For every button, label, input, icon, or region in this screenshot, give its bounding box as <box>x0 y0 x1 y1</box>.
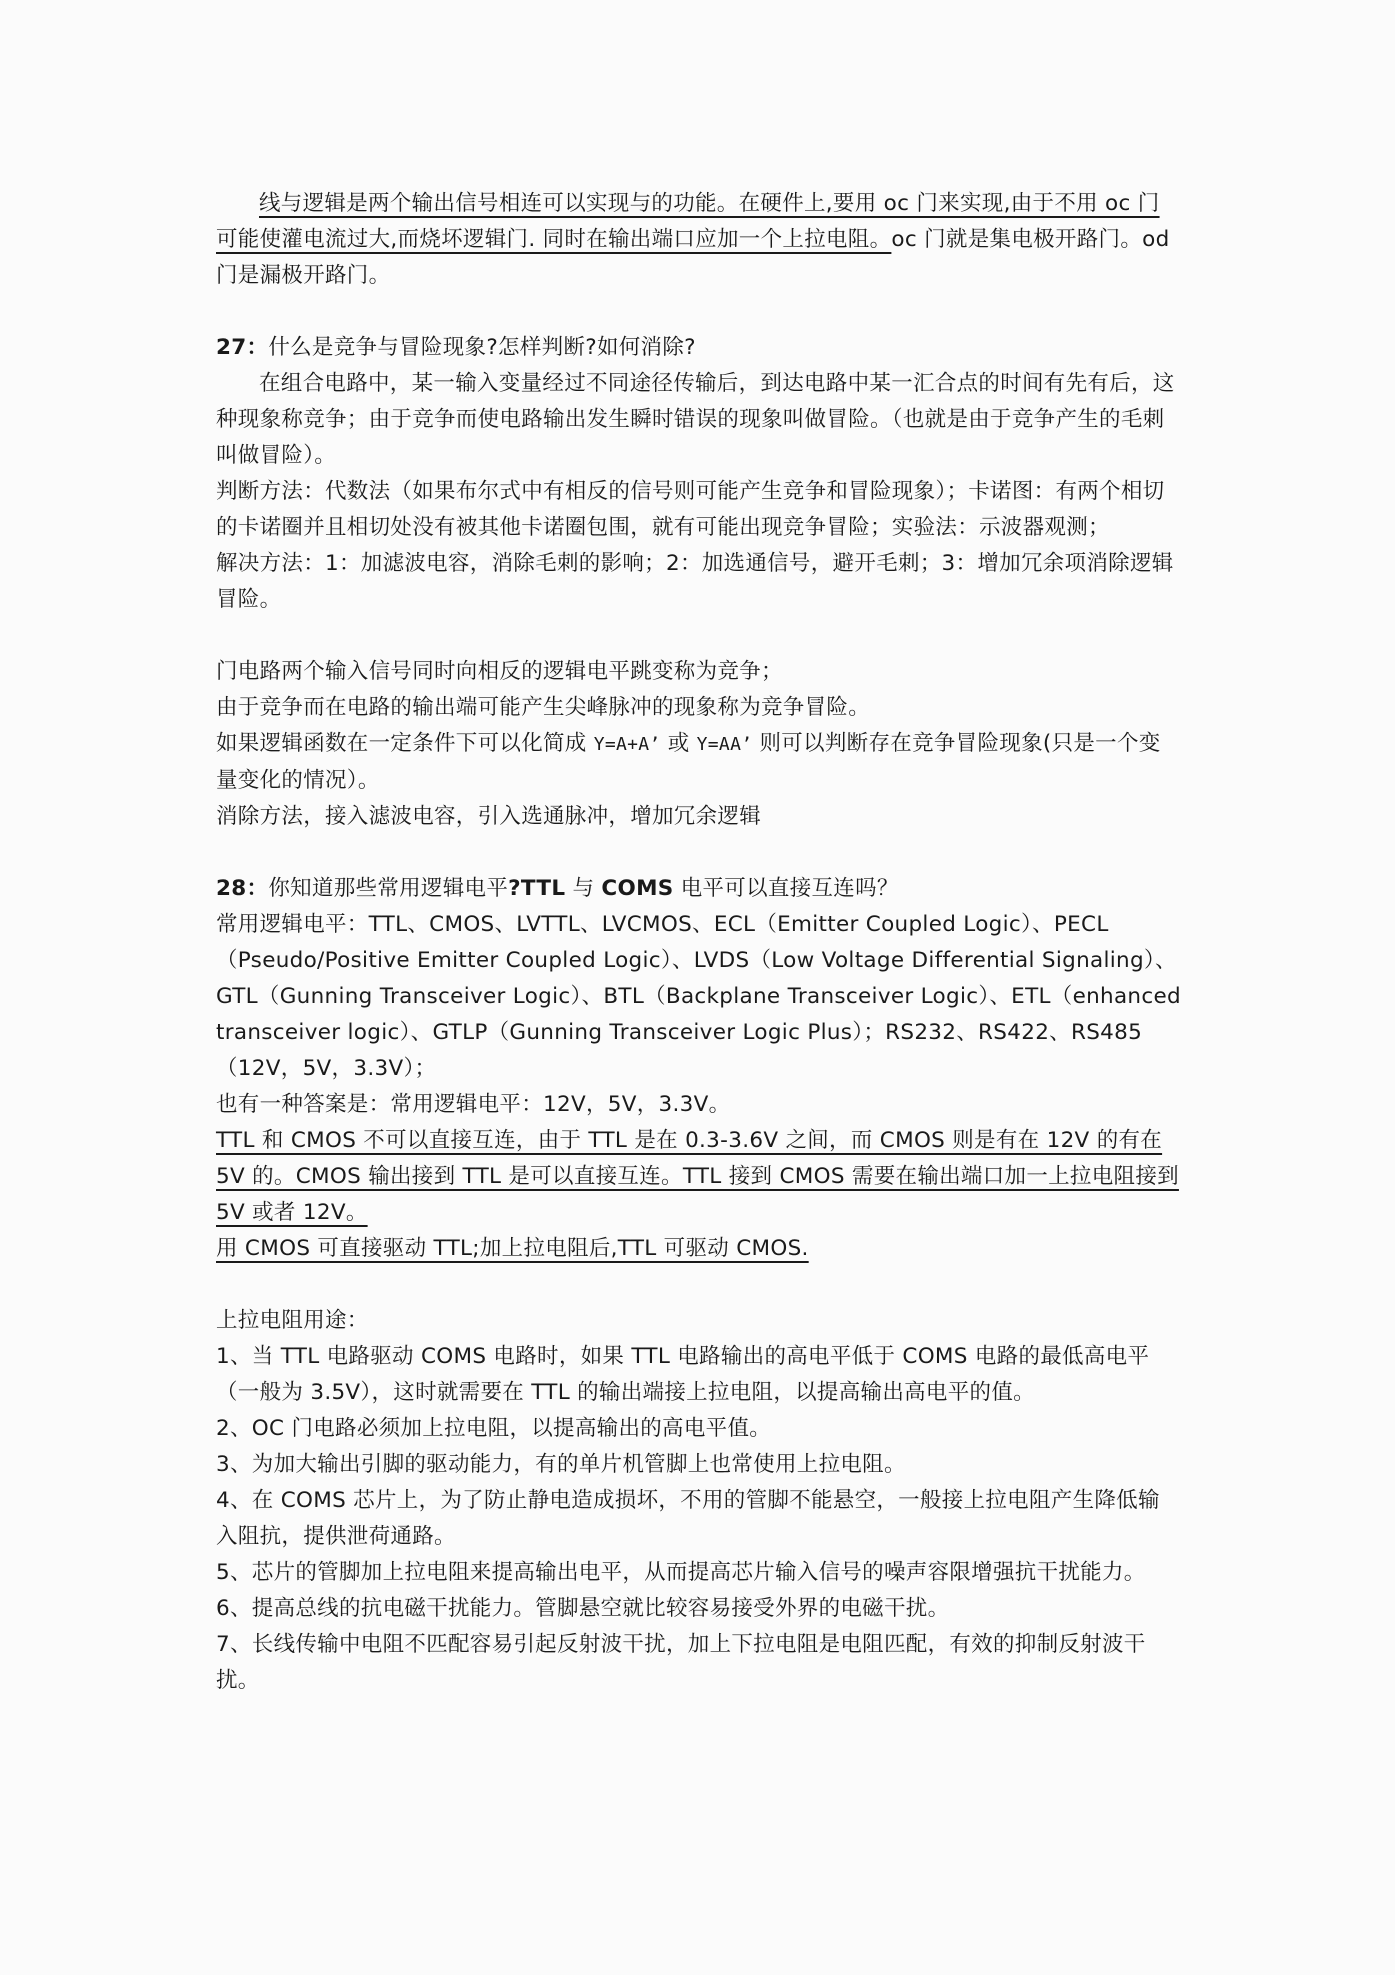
q27-p6-part-c: 则可以判断存在竞争冒险现象(只是一个变量变化的情况）。 <box>216 731 1161 793</box>
q28-title-b: ?TTL <box>508 876 566 901</box>
q27-p6-part-b: 或 <box>660 731 697 756</box>
q28-title-d: COMS <box>601 876 674 901</box>
q28-paragraph-3: TTL 和 CMOS 不可以直接互连，由于 TTL 是在 0.3-3.6V 之间，而 CMOS 则是有在 12V 的有在 5V 的。CMOS 输出接到 TTL 是可以直接互连。TTL 接到 CMOS 需要在输出端口加一上拉电阻接到 5V 或者 12V。 <box>216 1128 1179 1225</box>
pullup-item-6: 6、提高总线的抗电磁干扰能力。管脚悬空就比较容易接受外界的电磁干扰。 <box>216 1596 950 1621</box>
q27-paragraph-1: 在组合电路中，某一输入变量经过不同途径传输后，到达电路中某一汇合点的时间有先有后，这种现象称竞争；由于竞争而使电路输出发生瞬时错误的现象叫做冒险。（也就是由于竞争产生的毛刺叫做冒险）。 <box>216 371 1175 468</box>
intro-paragraph <box>216 186 1181 294</box>
q27-paragraph-2: 判断方法：代数法（如果布尔式中有相反的信号则可能产生竞争和冒险现象）；卡诺图：有两个相切的卡诺圈并且相切处没有被其他卡诺圈包围，就有可能出现竞争冒险；实验法：示波器观测； <box>216 479 1165 540</box>
q27-p6-part-a: 如果逻辑函数在一定条件下可以化简成 <box>216 731 594 756</box>
q27-p6-formula-2: Y=AA’ <box>696 734 753 755</box>
q28-p4-underlined: 用 CMOS 可直接驱动 TTL;加上拉电阻后,TTL 可驱动 CMOS. <box>216 1236 809 1261</box>
q28-paragraph-1: 常用逻辑电平：TTL、CMOS、LVTTL、LVCMOS、ECL（Emitter Coupled Logic）、PECL（Pseudo/Positive Emitter Coupled Logic）、LVDS（Low Voltage Differential Signaling）、GTL（Gunning Transceiver Logic）、BTL（Backplane Transceiver Logic）、ETL（enhanced transceiver logic）、GTLP（Gunning Transceiver Logic Plus）；RS232、RS422、RS485（12V，5V，3.3V）； <box>216 912 1181 1081</box>
q28-title-c: 与 <box>565 876 602 901</box>
q28-title-e: 电平可以直接互连吗？ <box>673 876 899 901</box>
q27-paragraph-3: 解决方法：1：加滤波电容，消除毛刺的影响；2：加选通信号，避开毛刺；3：增加冗余项消除逻辑冒险。 <box>216 551 1174 612</box>
q27-number: 27： <box>216 335 269 360</box>
q28-paragraph-4 <box>216 1231 1181 1267</box>
q28-paragraph-2: 也有一种答案是：常用逻辑电平：12V，5V，3.3V。 <box>216 1092 731 1117</box>
q27-paragraph-7: 消除方法，接入滤波电容，引入选通脉冲，增加冗余逻辑 <box>216 804 762 829</box>
pullup-item-2: 2、OC 门电路必须加上拉电阻，以提高输出的高电平值。 <box>216 1416 772 1441</box>
spacer <box>216 835 1181 871</box>
spacer <box>216 1267 1181 1303</box>
pullup-item-4: 4、在 COMS 芯片上，为了防止静电造成损坏，不用的管脚不能悬空，一般接上拉电阻产生降低输入阻抗，提供泄荷通路。 <box>216 1488 1160 1549</box>
q27-heading <box>216 330 1181 366</box>
q27-paragraph-6 <box>216 726 1181 799</box>
spacer <box>216 294 1181 330</box>
q27-paragraph-5: 由于竞争而在电路的输出端可能产生尖峰脉冲的现象称为竞争冒险。 <box>216 695 871 720</box>
q27-p6-formula-1: Y=A+A’ <box>593 734 661 755</box>
intro-tail-text: oc 门就是集电极开路门。od 门是漏极开路门。 <box>216 227 1170 288</box>
q28-heading <box>216 871 1181 907</box>
q28-number: 28： <box>216 876 269 901</box>
pullup-title: 上拉电阻用途： <box>216 1308 369 1333</box>
spacer <box>216 618 1181 654</box>
pullup-item-5: 5、芯片的管脚加上拉电阻来提高输出电平，从而提高芯片输入信号的噪声容限增强抗干扰能力。 <box>216 1560 1146 1585</box>
pullup-item-3: 3、为加大输出引脚的驱动能力，有的单片机管脚上也常使用上拉电阻。 <box>216 1452 906 1477</box>
q27-title: 什么是竞争与冒险现象?怎样判断?如何消除? <box>268 335 696 360</box>
q28-title-a: 你知道那些常用逻辑电平 <box>268 876 509 901</box>
intro-underlined-text: 线与逻辑是两个输出信号相连可以实现与的功能。在硬件上,要用 oc 门来实现,由于不用 oc 门可能使灌电流过大,而烧坏逻辑门. 同时在输出端口应加一个上拉电阻。 <box>216 191 1160 252</box>
q27-paragraph-4: 门电路两个输入信号同时向相反的逻辑电平跳变称为竞争； <box>216 659 783 684</box>
pullup-item-1: 1、当 TTL 电路驱动 COMS 电路时，如果 TTL 电路输出的高电平低于 COMS 电路的最低高电平（一般为 3.5V），这时就需要在 TTL 的输出端接上拉电阻，以提高输出高电平的值。 <box>216 1344 1150 1405</box>
pullup-item-7: 7、长线传输中电阻不匹配容易引起反射波干扰，加上下拉电阻是电阻匹配，有效的抑制反射波干扰。 <box>216 1632 1146 1693</box>
